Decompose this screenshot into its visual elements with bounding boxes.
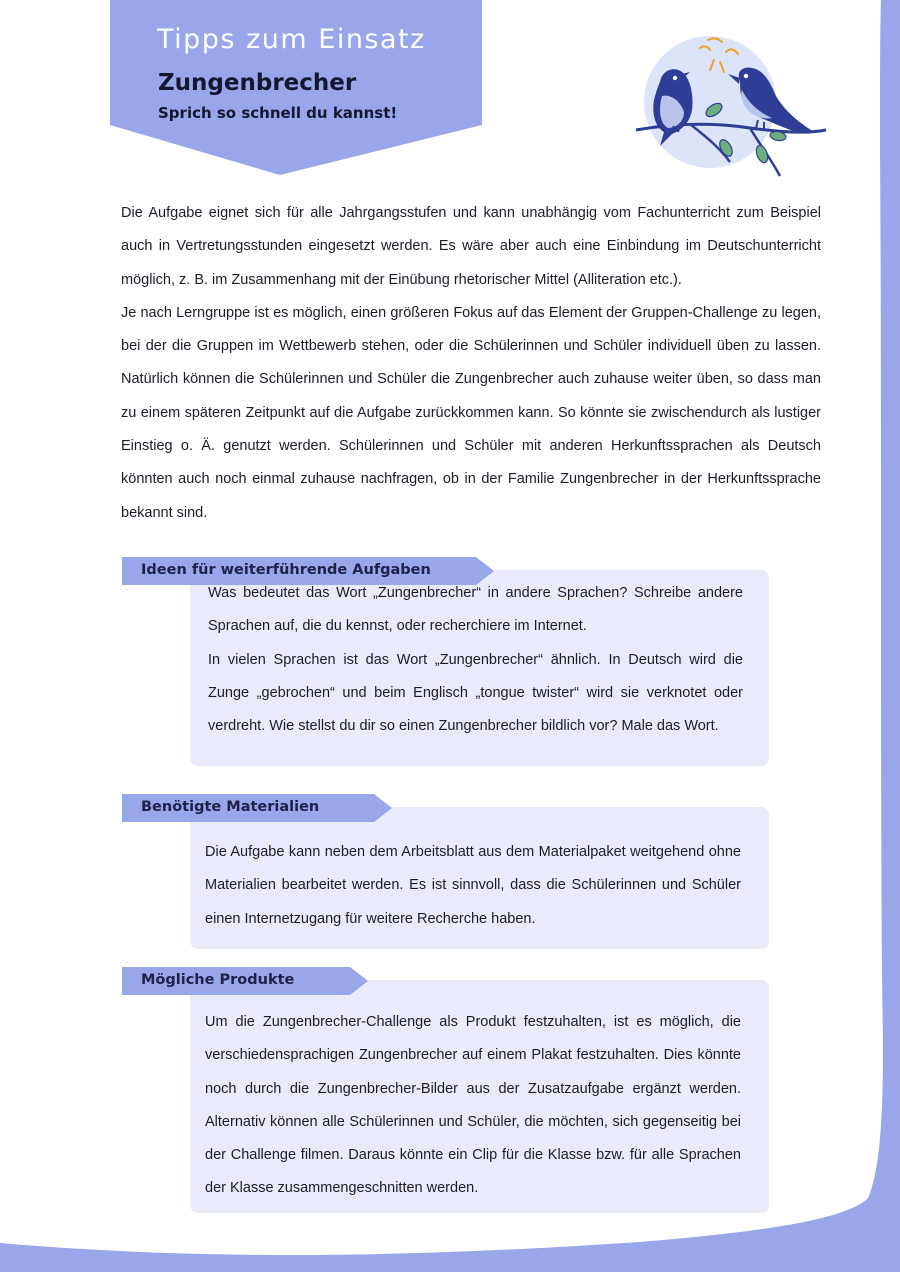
intro-paragraph: Die Aufgabe eignet sich für alle Jahrgangsstufen und kann unabhängig vom Fachunterricht zum Beispiel auch in Vertretungsstunden eingesetzt werden. Es wäre aber auch eine Einbindung im Deutschunterricht möglich, z. B. im Zusammenhang mit der Einübung rhetorischer Mittel (Alliteration etc.). — [121, 205, 821, 288]
section-heading-materials — [122, 794, 392, 822]
section-heading-label: Benötigte Materialien — [141, 799, 320, 815]
section-heading-label: Ideen für weiterführende Aufgaben — [141, 562, 431, 578]
section-box-products — [190, 980, 769, 1213]
section-paragraph: In vielen Sprachen ist das Wort „Zungenbrecher“ ähnlich. In Deutsch wird die Zunge „gebrochen“ und beim Englisch „tongue twister“ wird sie verknotet oder verdreht. Wie stellst du dir so einen Zungenbrecher bildlich vor? Male das Wort. — [208, 651, 743, 735]
page-title: Tipps zum Einsatz — [157, 24, 426, 55]
section-paragraph: Was bedeutet das Wort „Zungenbrecher“ in andere Sprachen? Schreibe andere Sprachen auf, die du kennst, oder recherchiere im Internet. — [208, 585, 743, 635]
page-tagline: Sprich so schnell du kannst! — [158, 104, 398, 122]
page-subtitle: Zungenbrecher — [158, 70, 357, 96]
two-birds-icon — [630, 36, 830, 186]
section-heading-ideas — [122, 557, 494, 585]
section-heading-label: Mögliche Produkte — [141, 972, 295, 988]
section-heading-products — [122, 967, 368, 995]
section-paragraph: Um die Zungenbrecher-Challenge als Produkt festzuhalten, ist es möglich, die verschiedensprachigen Zungenbrecher auf einem Plakat festzuhalten. Dies könnte noch durch die Zungenbrecher-Bilder aus der Zusatzaufgabe ergänzt werden. Alternativ können alle Schülerinnen und Schüler, die möchten, sich gegenseitig bei der Challenge filmen. Daraus könnte ein Clip für die Klasse bzw. für alle Sprachen der Klasse zusammengeschnitten werden. — [205, 1014, 741, 1197]
section-paragraph: Die Aufgabe kann neben dem Arbeitsblatt aus dem Materialpaket weitgehend ohne Materialien bearbeitet werden. Es ist sinnvoll, dass die Schülerinnen und Schüler einen Internetzugang für weitere Recherche haben. — [205, 844, 741, 927]
intro-text — [121, 197, 821, 530]
intro-paragraph: Je nach Lerngruppe ist es möglich, einen größeren Fokus auf das Element der Gruppen-Challenge zu legen, bei der die Gruppen im Wettbewerb stehen, oder die Schülerinnen und Schüler individuell üben zu lassen. Natürlich können die Schülerinnen und Schüler die Zungenbrecher auch zuhause weiter üben, so dass man zu einem späteren Zeitpunkt auf die Aufgabe zurückkommen kann. So könnte sie zwischendurch als lustiger Einstieg o. Ä. genutzt werden. Schülerinnen und Schüler mit anderen Herkunftssprachen als Deutsch könnten auch noch einmal zuhause nachfragen, ob in der Familie Zungenbrecher in der Herkunftssprache bekannt sind. — [121, 304, 821, 521]
section-box-materials — [190, 807, 769, 949]
section-box-ideas — [190, 570, 769, 766]
